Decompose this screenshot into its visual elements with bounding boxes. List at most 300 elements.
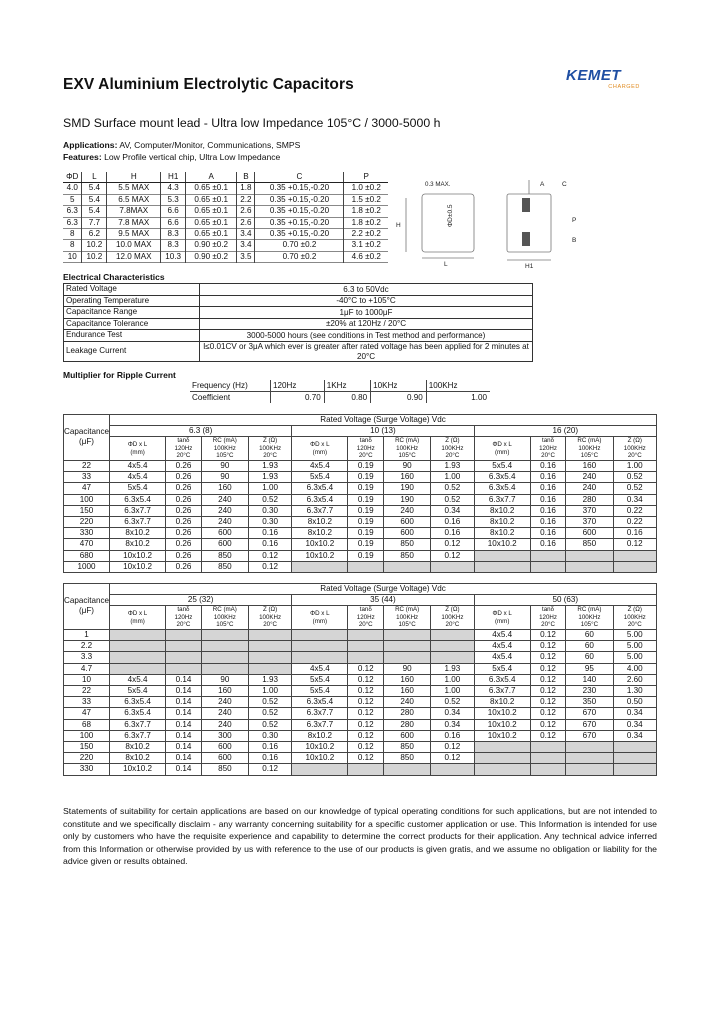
rating-cell: 5x5.4: [292, 472, 348, 483]
rating-cell: 90: [201, 472, 248, 483]
rating-cell: 5.00: [613, 641, 656, 652]
dim-row: [63, 251, 388, 262]
lead-label: 0.3 MAX.: [425, 181, 451, 188]
capacitance-value: 100: [64, 730, 110, 741]
rating-cell: 90: [201, 674, 248, 685]
rating-row: [64, 505, 657, 516]
frequency-value: 120Hz: [271, 380, 325, 392]
capacitance-value: 2.2: [64, 641, 110, 652]
dim-cell: 6.2: [82, 229, 107, 240]
rating-row: [64, 472, 657, 483]
rating-cell: 6.3x5.4: [292, 697, 348, 708]
page-title: EXV Aluminium Electrolytic Capacitors: [63, 76, 354, 93]
rating-cell: 0.14: [166, 730, 202, 741]
rating-cell: 140: [566, 674, 613, 685]
dim-row: [63, 183, 388, 194]
rating-cell: 0.16: [530, 505, 566, 516]
rating-cell: 4x5.4: [292, 663, 348, 674]
rating-cell: [166, 663, 202, 674]
subheader-line: 20°C: [263, 452, 278, 460]
rating-cell: 6.3x5.4: [474, 674, 530, 685]
capacitance-value: 4.7: [64, 663, 110, 674]
rating-cell: 5x5.4: [292, 674, 348, 685]
rating-cell: 160: [384, 674, 431, 685]
rating-cell: 240: [201, 697, 248, 708]
rating-cell: [566, 550, 613, 561]
rating-cell: 5x5.4: [110, 483, 166, 494]
voltage-group: 16 (20): [474, 426, 656, 437]
rating-cell: 280: [384, 708, 431, 719]
subheader-line: 120Hz: [174, 444, 193, 452]
dim-cell: 6.6: [161, 206, 186, 217]
electrical-row: [64, 318, 533, 330]
ratings-table-low-voltage: [63, 414, 657, 573]
rating-cell: 0.16: [530, 472, 566, 483]
rating-cell: [474, 764, 530, 775]
rating-cell: 0.12: [530, 730, 566, 741]
capacitance-label: Capacitance: [64, 596, 109, 606]
rating-cell: 0.34: [613, 708, 656, 719]
rating-header-row: [64, 415, 657, 426]
rating-cell: 5x5.4: [292, 685, 348, 696]
rating-cell: 0.26: [166, 494, 202, 505]
electrical-value: 6.3 to 50Vdc: [200, 284, 533, 296]
subheader-line: (mm): [130, 617, 145, 625]
capacitance-value: 150: [64, 741, 110, 752]
rating-cell: 600: [566, 528, 613, 539]
rating-cell: 8x10.2: [474, 505, 530, 516]
rating-cell: 0.14: [166, 697, 202, 708]
rating-cell: [110, 652, 166, 663]
rating-cell: 0.34: [431, 505, 474, 516]
rating-cell: [474, 550, 530, 561]
rating-cell: 6.3x7.7: [110, 730, 166, 741]
rating-cell: 6.3x5.4: [110, 494, 166, 505]
rating-cell: 240: [201, 708, 248, 719]
dim-header: P: [344, 172, 388, 183]
rating-cell: 10x10.2: [292, 741, 348, 752]
rating-cell: 670: [566, 719, 613, 730]
subheader-line: Z (Ω): [627, 437, 642, 445]
rating-cell: 0.16: [248, 539, 291, 550]
rating-cell: 160: [566, 460, 613, 471]
rating-cell: [348, 652, 384, 663]
rating-cell: 0.22: [613, 516, 656, 527]
rating-row: [64, 494, 657, 505]
rating-cell: [110, 629, 166, 640]
bottom-terminal: [522, 232, 530, 246]
subheader-rc: [384, 606, 431, 630]
dim-cell: 0.35 +0.15,-0.20: [255, 217, 344, 228]
capacitance-value: 47: [64, 708, 110, 719]
rating-cell: 160: [201, 483, 248, 494]
rating-cell: [292, 561, 348, 572]
logo-text: KEMET: [566, 67, 621, 84]
rating-cell: [384, 561, 431, 572]
subheader-rc: [201, 606, 248, 630]
rating-cell: 850: [384, 550, 431, 561]
rating-cell: 0.34: [613, 730, 656, 741]
rating-cell: 280: [384, 719, 431, 730]
rating-cell: 0.12: [613, 539, 656, 550]
rating-cell: [384, 641, 431, 652]
kemet-logo: [566, 68, 646, 96]
subheader-line: 20°C: [541, 452, 555, 460]
rating-cell: 8x10.2: [292, 730, 348, 741]
dim-cell: 10.2: [82, 251, 107, 262]
dim-header: A: [186, 172, 237, 183]
rating-cell: 160: [384, 472, 431, 483]
rating-cell: 0.14: [166, 719, 202, 730]
rating-cell: 6.3x7.7: [292, 708, 348, 719]
rating-cell: [431, 561, 474, 572]
l-label: L: [444, 261, 448, 268]
rating-cell: 0.16: [530, 460, 566, 471]
dim-header: C: [255, 172, 344, 183]
rating-row: [64, 460, 657, 471]
p-label: P: [572, 217, 577, 224]
rating-cell: 1.93: [248, 472, 291, 483]
capacitance-label: Capacitance: [64, 427, 109, 437]
subheader-rc: [566, 606, 613, 630]
capacitance-value: 1000: [64, 561, 110, 572]
rating-cell: 0.14: [166, 685, 202, 696]
rating-cell: 0.26: [166, 483, 202, 494]
rating-cell: 10x10.2: [292, 539, 348, 550]
rating-cell: [530, 550, 566, 561]
rating-row: [64, 764, 657, 775]
rating-cell: [248, 663, 291, 674]
dim-cell: 0.90 ±0.2: [186, 251, 237, 262]
rating-cell: 0.12: [530, 674, 566, 685]
rating-cell: 370: [566, 505, 613, 516]
rating-row: [64, 641, 657, 652]
dim-cell: 6.6: [161, 217, 186, 228]
dim-cell: 5.4: [82, 183, 107, 194]
dim-cell: 8: [69, 240, 75, 250]
rating-cell: 6.3x7.7: [292, 719, 348, 730]
dim-cell: 0.70 ±0.2: [255, 240, 344, 251]
dim-cell: 0.65 ±0.1: [186, 183, 237, 194]
subheader-line: 100KHz: [259, 444, 282, 452]
rating-cell: 0.16: [248, 741, 291, 752]
rating-cell: 0.19: [348, 528, 384, 539]
capacitance-value: 680: [64, 550, 110, 561]
rating-cell: 60: [566, 641, 613, 652]
dim-header: ΦD: [63, 172, 82, 183]
subheader-line: 120Hz: [174, 613, 193, 621]
capacitance-value: 47: [64, 483, 110, 494]
logo-tagline: CHARGED: [608, 84, 640, 90]
subheader-line: Z (Ω): [445, 437, 460, 445]
rating-cell: 0.12: [431, 753, 474, 764]
subheader-line: RC (mA): [577, 437, 602, 445]
rating-cell: 0.26: [166, 516, 202, 527]
rating-cell: 0.52: [248, 494, 291, 505]
subheader-tan: [166, 606, 202, 630]
dim-cell: 1.5 ±0.2: [344, 194, 388, 205]
disclaimer-text: Statements of suitability for certain applications are based on our knowledge of typical operating conditions for such applications, but are not intended to constitute and we specifically disclaim - any warranty concerning suitability for a specific customer application or use. This Information is intended for use only by customers who have the requisite experience and capability to determine the correct products for their application. Any technical advice inferred from this Information or otherwise provided by us with reference to the use of our products is given gratis, and we assume no obligation or liability for the advice given or results obtained.: [63, 806, 657, 866]
rating-cell: 230: [566, 685, 613, 696]
rating-cell: 0.12: [348, 708, 384, 719]
rating-cell: 0.16: [530, 528, 566, 539]
subheader-line: ΦD x L: [310, 441, 330, 449]
subheader-line: 105°C: [398, 452, 416, 460]
subheader-line: Z (Ω): [262, 606, 278, 614]
electrical-table: [63, 283, 533, 362]
rating-cell: 8x10.2: [292, 516, 348, 527]
c-label: C: [562, 181, 567, 188]
electrical-row: [64, 284, 533, 296]
rating-cell: 0.30: [248, 505, 291, 516]
subheader-line: 120Hz: [356, 613, 375, 621]
rating-cell: 1.00: [248, 483, 291, 494]
subheader-line: 100KHz: [441, 613, 464, 621]
dim-cell: 2.6: [237, 206, 255, 217]
electrical-row: [64, 341, 533, 361]
subheader-line: tanδ: [542, 606, 555, 614]
rating-cell: 850: [201, 550, 248, 561]
rating-cell: 1.00: [613, 460, 656, 471]
subheader-line: 20°C: [445, 452, 460, 460]
rating-cell: 90: [201, 460, 248, 471]
dim-cell: 2.2 ±0.2: [344, 229, 388, 240]
coefficient-value: 0.90: [371, 392, 427, 404]
capacitance-unit: (μF): [79, 606, 94, 616]
rating-cell: 8x10.2: [110, 753, 166, 764]
rating-cell: 0.12: [348, 674, 384, 685]
electrical-row: [64, 330, 533, 342]
subheader-row: [64, 437, 657, 461]
rating-cell: 6.3x5.4: [292, 494, 348, 505]
rating-cell: 850: [201, 561, 248, 572]
rating-cell: 0.34: [431, 719, 474, 730]
subheader-line: 20°C: [627, 452, 642, 460]
rating-cell: 6.3x5.4: [110, 708, 166, 719]
rating-cell: 0.50: [613, 697, 656, 708]
rating-cell: 60: [566, 629, 613, 640]
electrical-value: I≤0.01CV or 3μA which ever is greater after rated voltage has been applied for 2 minutes at 20°C: [200, 341, 533, 361]
subheader-tan: [348, 437, 384, 461]
subheader-line: 20°C: [176, 452, 191, 460]
rating-cell: 0.12: [530, 685, 566, 696]
features-value: Low Profile vertical chip, Ultra Low Impedance: [104, 151, 281, 162]
subheader-line: ΦD x L: [492, 610, 512, 618]
rating-cell: 0.16: [613, 528, 656, 539]
rating-cell: 4x5.4: [292, 460, 348, 471]
ratings-table-high-voltage: [63, 583, 657, 776]
rating-cell: [566, 753, 613, 764]
rating-cell: 0.14: [166, 674, 202, 685]
rating-cell: 0.12: [348, 697, 384, 708]
dim-header: H1: [161, 172, 186, 183]
rating-cell: 0.16: [431, 528, 474, 539]
subheader-line: 105°C: [398, 621, 416, 629]
voltage-group: 25 (32): [110, 595, 292, 606]
subheader-line: 20°C: [263, 621, 278, 629]
applications-value: AV, Computer/Monitor, Communications, SMPS: [119, 140, 301, 150]
dim-cell: 3.1 ±0.2: [344, 240, 388, 251]
rating-cell: 0.26: [166, 550, 202, 561]
coefficient-value: 0.80: [324, 392, 370, 404]
subheader-tan: [348, 606, 384, 630]
dim-cell: 0.70 ±0.2: [255, 251, 344, 262]
diameter-label: ΦD±0.5: [447, 204, 454, 227]
capacitance-value: 220: [64, 516, 110, 527]
voltage-group: 50 (63): [474, 595, 656, 606]
subheader-line: RC (mA): [212, 606, 237, 614]
rating-cell: [292, 764, 348, 775]
rating-cell: [110, 663, 166, 674]
rating-cell: 0.12: [530, 629, 566, 640]
rating-cell: 240: [201, 516, 248, 527]
subheader-line: tanδ: [542, 437, 555, 445]
capacitance-value: 330: [64, 764, 110, 775]
rating-cell: 0.22: [613, 505, 656, 516]
rating-cell: 0.52: [613, 483, 656, 494]
rating-cell: 4x5.4: [474, 641, 530, 652]
rating-cell: 0.16: [530, 494, 566, 505]
dim-cell: 0.65 ±0.1: [186, 206, 237, 217]
rating-cell: [566, 741, 613, 752]
rating-cell: 10x10.2: [474, 708, 530, 719]
rating-cell: [201, 629, 248, 640]
subheader-line: tanδ: [177, 606, 190, 614]
rating-cell: 0.12: [530, 697, 566, 708]
subheader-line: Z (Ω): [627, 606, 642, 614]
subheader-z: [613, 606, 656, 630]
rating-cell: [110, 641, 166, 652]
coefficient-label: Coefficient: [192, 393, 231, 402]
rating-cell: 5x5.4: [474, 460, 530, 471]
rating-cell: 600: [201, 528, 248, 539]
electrical-row: [64, 295, 533, 307]
rating-cell: 10x10.2: [474, 719, 530, 730]
rating-cell: 0.52: [248, 697, 291, 708]
subheader-line: 100KHz: [259, 613, 282, 621]
rating-cell: 0.16: [530, 516, 566, 527]
subheader-z: [613, 437, 656, 461]
subheader-line: Z (Ω): [445, 606, 460, 614]
dim-cell: 12.0 MAX: [107, 251, 161, 262]
rating-row: [64, 674, 657, 685]
rating-cell: 0.14: [166, 708, 202, 719]
rating-cell: 0.30: [248, 730, 291, 741]
rating-cell: 160: [201, 685, 248, 696]
rating-cell: [474, 753, 530, 764]
rating-cell: 0.19: [348, 483, 384, 494]
rating-cell: 600: [201, 741, 248, 752]
rating-cell: 0.52: [431, 483, 474, 494]
dim-cell: 0.35 +0.15,-0.20: [255, 183, 344, 194]
rating-cell: [384, 652, 431, 663]
rating-cell: 350: [566, 697, 613, 708]
rating-cell: 600: [384, 516, 431, 527]
subheader-line: 100KHz: [578, 613, 601, 621]
rating-cell: 95: [566, 663, 613, 674]
applications-line: [63, 140, 300, 152]
frequency-label: Frequency (Hz): [190, 380, 271, 392]
capacitance-value: 220: [64, 753, 110, 764]
dim-cell: 3.4: [237, 229, 255, 240]
rating-cell: 6.3x7.7: [474, 685, 530, 696]
rating-row: [64, 528, 657, 539]
rating-cell: 0.19: [348, 472, 384, 483]
dim-header: B: [237, 172, 255, 183]
dim-cell: 2.2: [237, 194, 255, 205]
dim-cell: 5.5 MAX: [107, 183, 161, 194]
rating-cell: 10x10.2: [474, 539, 530, 550]
rating-cell: [431, 764, 474, 775]
rating-cell: [530, 561, 566, 572]
rating-cell: 0.19: [348, 550, 384, 561]
subheader-line: tanδ: [359, 606, 372, 614]
rating-cell: 370: [566, 516, 613, 527]
dimensions-table: [63, 172, 388, 263]
dim-cell: 0.65 ±0.1: [186, 194, 237, 205]
rating-cell: 1.30: [613, 685, 656, 696]
rating-cell: 850: [384, 753, 431, 764]
subheader-line: RC (mA): [212, 437, 237, 445]
frequency-value: 100KHz: [426, 380, 490, 392]
subheader-line: 105°C: [580, 452, 599, 460]
dim-cell: 6.5 MAX: [107, 194, 161, 205]
rating-cell: 0.52: [431, 697, 474, 708]
capacitance-value: 3.3: [64, 652, 110, 663]
capacitance-value: 330: [64, 528, 110, 539]
dim-cell: 8.3: [161, 229, 186, 240]
rating-cell: 280: [566, 494, 613, 505]
rating-cell: 0.14: [166, 764, 202, 775]
rating-row: [64, 629, 657, 640]
rating-header-row: [64, 584, 657, 595]
rating-cell: 5.00: [613, 629, 656, 640]
rating-row: [64, 697, 657, 708]
dim-cell: 0.65 ±0.1: [186, 217, 237, 228]
subheader-line: 120Hz: [539, 613, 557, 621]
series-subtitle: SMD Surface mount lead - Ultra low Impedance 105°C / 3000-5000 h: [63, 116, 441, 130]
subheader-line: 100KHz: [213, 613, 236, 621]
rating-cell: 850: [384, 741, 431, 752]
electrical-label: Capacitance Tolerance: [64, 318, 200, 330]
rating-cell: 0.12: [431, 550, 474, 561]
rating-cell: 0.12: [530, 652, 566, 663]
subheader-dxl: [110, 606, 166, 630]
dim-cell: 6.3: [66, 206, 78, 216]
rating-cell: 0.12: [348, 753, 384, 764]
rating-cell: [248, 652, 291, 663]
subheader-line: 100KHz: [578, 444, 601, 452]
dim-cell: 5.4: [82, 194, 107, 205]
subheader-line: 20°C: [358, 621, 373, 629]
rating-cell: 6.3x5.4: [292, 483, 348, 494]
dim-cell: 4.3: [161, 183, 186, 194]
rating-cell: 0.19: [348, 505, 384, 516]
rating-cell: 0.12: [248, 764, 291, 775]
rating-cell: 240: [384, 697, 431, 708]
rating-row: [64, 708, 657, 719]
rating-cell: [166, 629, 202, 640]
rating-row: [64, 483, 657, 494]
rating-cell: [248, 629, 291, 640]
subheader-line: 100KHz: [396, 444, 419, 452]
rating-row: [64, 550, 657, 561]
rating-cell: 0.16: [530, 539, 566, 550]
subheader-tan: [530, 437, 566, 461]
rating-cell: [292, 641, 348, 652]
rating-cell: 600: [384, 730, 431, 741]
rating-cell: 1.93: [248, 674, 291, 685]
